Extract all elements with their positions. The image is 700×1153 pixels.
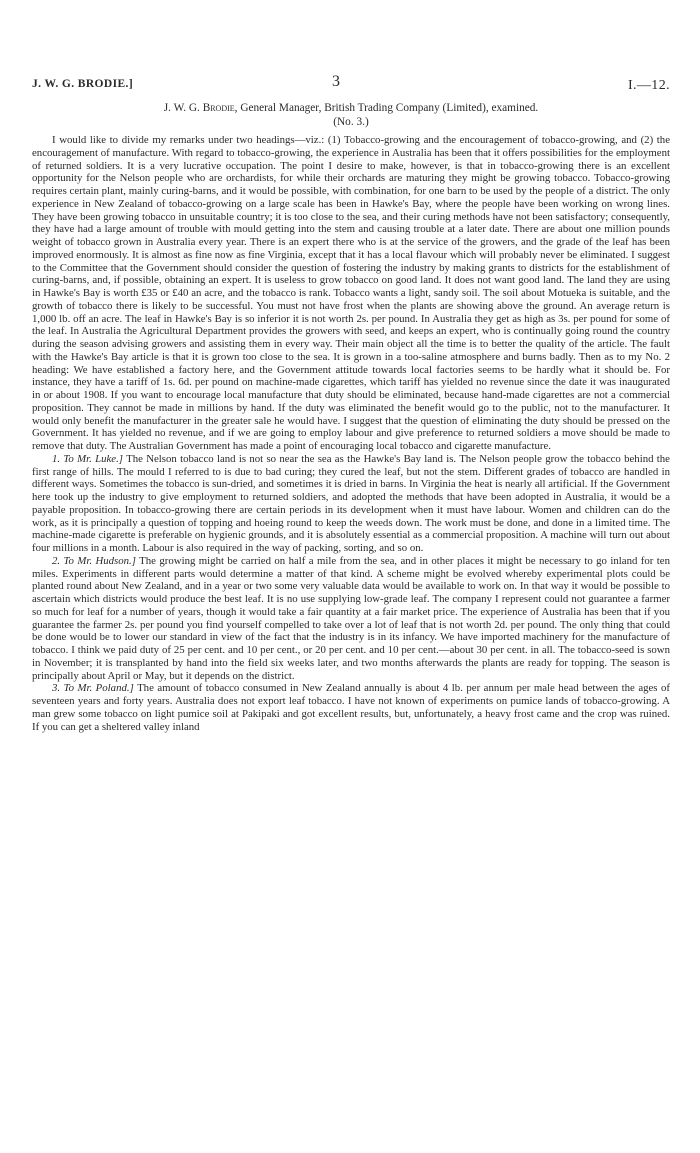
page-header — [32, 73, 670, 100]
page-number: 3 — [332, 73, 341, 90]
document-reference: I.—12. — [627, 78, 670, 93]
witness-heading — [32, 102, 670, 129]
paragraph-label: 2. To Mr. Hudson.] — [52, 554, 136, 567]
paragraph-poland: 3. To Mr. Poland.] The amount of tobacco consumed in New Zealand annually is about 4 lb. per annum per male head between the ages of seventeen years and forty years. Australia does not export leaf tobacco. I have not known of experiments on pumice lands of tobacco-growing. A man grew some tobacco on light pumice soil at Pakipaki and got excellent results, but, unfortunately, a heavy frost came and the crop was ruined. If you can get a sheltered valley inland — [32, 682, 670, 733]
paragraph-opening: I would like to divide my remarks under two headings—viz.: (1) Tobacco-growing and the encouragement of tobacco-growing, and (2) the encouragement of manufacture. With regard to tobacco-growing, the experience in Australia has been that it offers possibilities for the employment of returned soldiers. It is a very lucrative occupation. The point I desire to make, however, is that in tobacco-growing there is an excellent opportunity for the Nelson people who are orchardists, for while their orchards are maturing they might be growing tobacco. Tobacco-growing requires certain plant, mainly curing-barns, and it would be possible, with combination, for one barn to be used by the people of a district. The only experience in New Zealand of tobacco-growing on a large scale has been in Hawke's Bay, where the people have been working on wrong lines. They have been growing tobacco in unsuitable country; it is too close to the sea, and their curing methods have not been satisfactory; consequently, they have had a large amount of trouble with mould getting into the stem and causing trouble at a later date. There are about one million pounds weight of tobacco grown in Australia every year. There is an expert there who is at the service of the growers, and the grade of the leaf has been improved enormously. It is almost as fine now as fine Virginia, except that it has a local flavour which will probably never be eliminated. I suggest to the Committee that the Government should consider the question of fostering the industry by making grants to districts for the establishment of curing-barns, and, if possible, obtaining an expert. It is useless to grow tobacco on good land. It does not want good land. The land they are using in Hawke's Bay is worth £35 or £40 an acre, and the tobacco is rank. Tobacco wants a light, sandy soil. The soil about Motueka is suitable, and the growth of tobacco there is likely to be successful. You must not have frost when the plants are showing above the ground. An average return is 1,000 lb. off an acre. The leaf in Hawke's Bay is so inferior it is not worth 2s. per pound. In Australia they get as high as 3s. per pound for some of the leaf. In Australia the Agricultural Department provides the growers with seed, and keeps an expert, who is continually going round the country during the season advising growers and assisting them in every way. Their main object all the time is to better the quality of the article. The fault with the Hawke's Bay article is that it is grown too close to the sea. It is grown in a too-saline atmosphere and burns badly. Then as to my No. 2 heading: We have established a factory here, and the Government attitude towards local factories seems to be hardly what it should be. For instance, they have a tariff of 1s. 6d. per pound on machine-made cigarettes, which tariff has yielded no revenue since the date it was inaugurated in or about 1908. If you want to encourage local manufacture that duty should be eliminated, because hand-made cigarettes are not a commercial proposition. They cannot be made in millions by hand. If the duty was eliminated the benefit would go to the public, not to the manufacturer. It would only benefit the manufacturer in the greater sale he would have. I suggest that the question of eliminating the duty should be pressed on the Government. It has yielded no revenue, and if we are going to employ labour and give preference to returned soldiers a move should be made to remove that duty. The Australian Government has made a point of encouraging local tobacco and cigarette manufacture. — [32, 134, 670, 453]
witness-heading-line1: J. W. G. Brodie, General Manager, British Trading Company (Limited), examined. — [163, 102, 539, 114]
paragraph-hudson: 2. To Mr. Hudson.] The growing might be carried on half a mile from the sea, and in other places it might be necessary to go inland for ten miles. Experiments in different parts would determine a matter of that kind. A scheme might be evolved whereby experimental plots could be planted round about New Zealand, and in a year or two some very valuable data would be available to work on. In that way it would be possible to ascertain which districts would produce the best leaf. It is no use supplying low-grade leaf. The company I represent could not guarantee a farmer so much for leaf for a number of years, though it would take a fair quantity at a fair market price. The experience of Australia has been that if you guarantee the farmer 2s. per pound you find yourself compelled to take over a lot of leaf that is not worth 2d. per pound. The only thing that could be done would be to lower our standard in view of the fact that the industry is in its infancy. We have imported machinery for the manufacture of tobacco. I think we paid duty of 25 per cent. and 10 per cent., or 20 per cent. and 10 per cent.—about 30 per cent. in all. The tobacco-seed is sown in November; it is transplanted by hand into the field six weeks later, and two months afterwards the plants are ready for topping. The season is principally about April or May, but it depends on the district. — [32, 554, 670, 682]
witness-heading-line2: (No. 3.) — [333, 115, 369, 128]
witness-surname: Brodie — [202, 102, 235, 114]
testimony-body — [32, 134, 670, 733]
paragraph-label: 3. To Mr. Poland.] — [52, 682, 134, 695]
paragraph-label: 1. To Mr. Luke.] — [52, 452, 123, 465]
header-witness-name: J. W. G. BRODIE.] — [32, 78, 134, 90]
paragraph-luke: 1. To Mr. Luke.] The Nelson tobacco land is not so near the sea as the Hawke's Bay land is. The Nelson people grow the tobacco behind the first range of hills. The mould I referred to is due to bad curing; they cured the leaf, but not the stem. Different grades of tobacco are handled in different ways. Sometimes the tobacco is sun-dried, and sometimes it is dried in barns. In Virginia the heat is nearly all artificial. If the Government here took up the industry to give employment to returned soldiers, and adopted the methods that have been adopted in Australia, it would be a payable proposition. In tobacco-growing there are certain periods in its development when it must have labour. Women and children can do the work, as it is principally a question of topping and hoeing round to keep the weeds down. The work must be done, and done in a limited time. The machine-made cigarette is preferable on hygienic grounds, and it is absolutely essential as a commercial proposition. A machine will turn out about four millions in a month. Labour is also required in the way of packing, sorting, and so on. — [32, 452, 670, 555]
document-page — [32, 73, 670, 733]
